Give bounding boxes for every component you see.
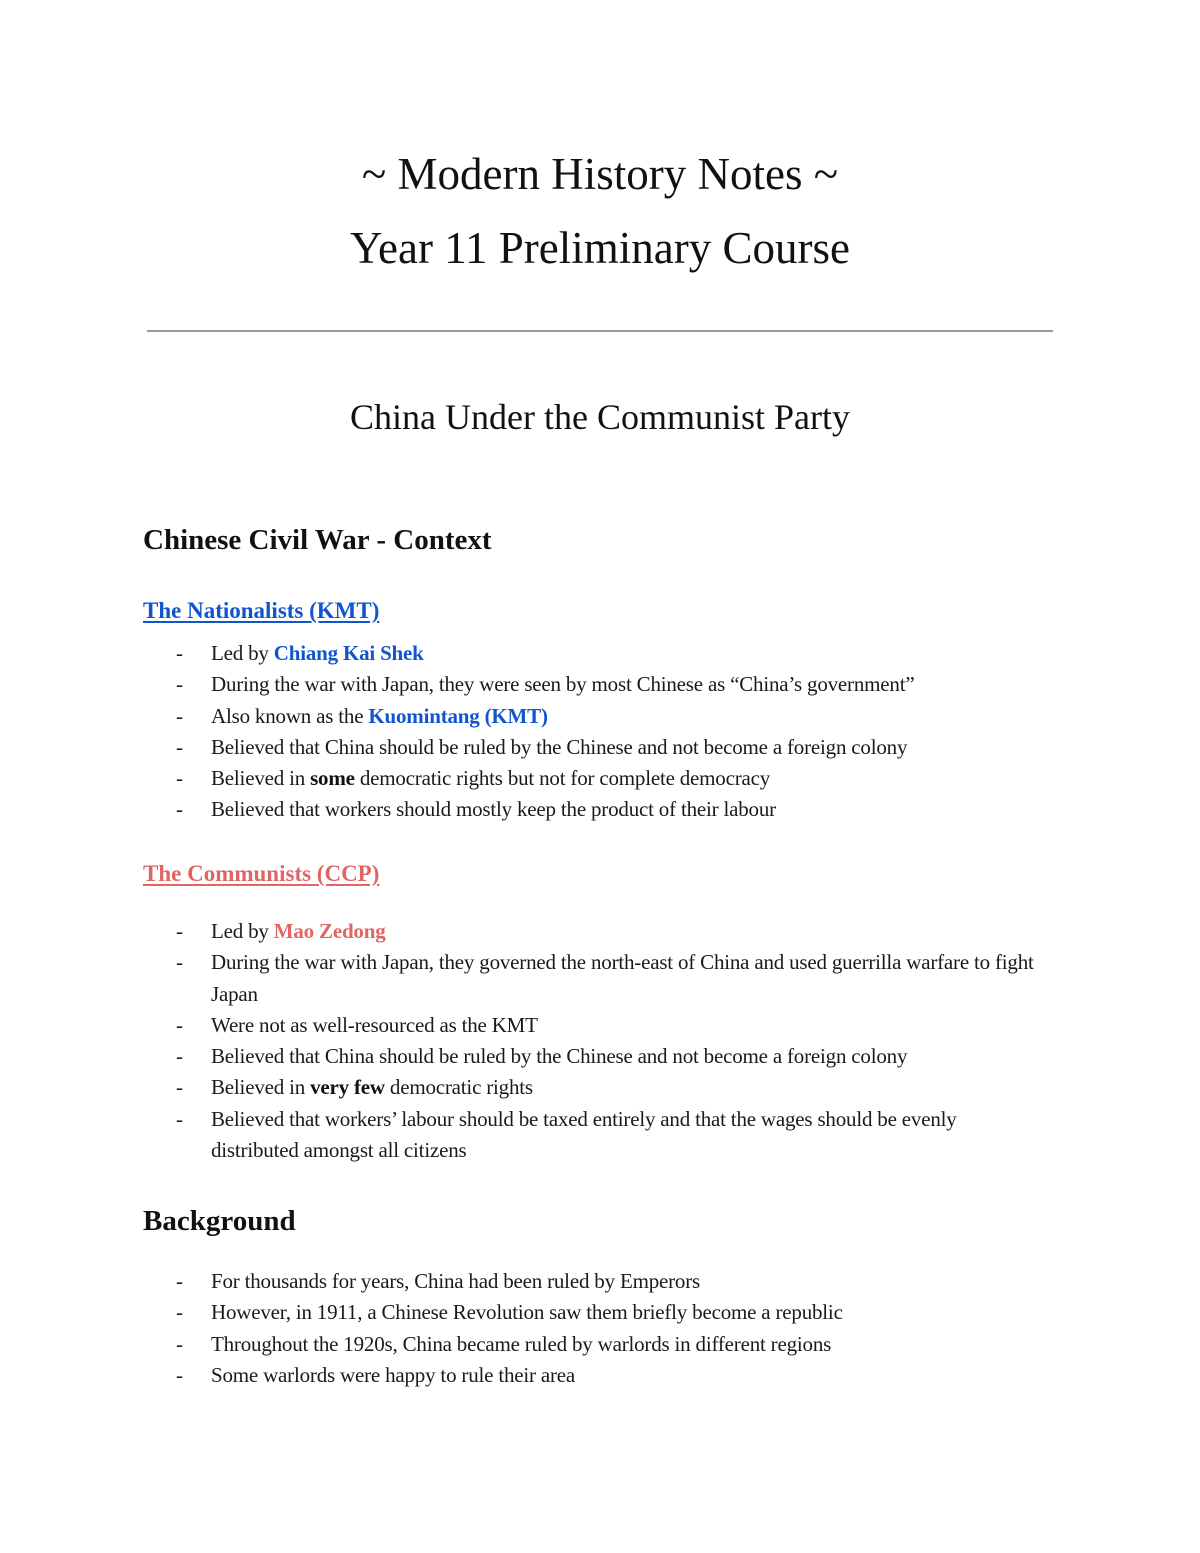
dash-marker: -: [176, 1331, 183, 1356]
list-item: [0, 638, 1041, 669]
list-item: [0, 732, 1041, 763]
list-item: [0, 1041, 1041, 1072]
list-item: [0, 1360, 1041, 1391]
list-item-text: For thousands for years, China had been ruled by Emperors: [211, 1269, 700, 1293]
dash-marker: -: [176, 703, 183, 728]
communists-list: [0, 916, 1041, 1166]
dash-marker: -: [176, 1269, 183, 1293]
list-item-text: Led by: [211, 641, 274, 665]
subheading-nationalists: The Nationalists (KMT): [143, 598, 380, 623]
list-item-text: During the war with Japan, they governed the north-east of China and used guerrilla warfare to fight Japan: [211, 950, 1034, 1006]
list-item-text: Some warlords were happy to rule their area: [211, 1362, 576, 1387]
list-item: [0, 916, 1041, 947]
list-item: [0, 669, 1041, 700]
dash-marker: -: [176, 734, 183, 759]
list-item: [0, 1072, 1041, 1103]
emphasis-text: very few: [310, 1075, 385, 1100]
document-title-line2: Year 11 Preliminary Course: [350, 223, 850, 273]
list-item: [0, 1010, 1041, 1041]
list-item: [0, 701, 1041, 732]
dash-marker: -: [176, 1362, 183, 1387]
list-item-text: Believed that China should be ruled by the Chinese and not become a foreign colony: [211, 734, 908, 759]
dash-marker: -: [176, 672, 183, 697]
dash-marker: -: [176, 950, 183, 975]
horizontal-divider: [147, 330, 1053, 332]
emphasis-text: some: [310, 766, 355, 791]
dash-marker: -: [176, 1075, 183, 1100]
dash-marker: -: [176, 766, 183, 791]
dash-marker: -: [176, 1300, 183, 1325]
leader-name-ccp: Mao Zedong: [273, 919, 386, 943]
list-item-text: Believed that China should be ruled by the Chinese and not become a foreign colony: [211, 1044, 908, 1069]
section-heading-background: Background: [143, 1205, 296, 1237]
subheading-communists: The Communists (CCP): [143, 861, 380, 886]
list-item-text: democratic rights but not for complete democracy: [354, 766, 771, 791]
list-item-text: Led by: [211, 919, 274, 943]
list-item: [0, 947, 1041, 1010]
dash-marker: -: [176, 1106, 183, 1131]
background-list: [0, 1266, 1041, 1391]
dash-marker: -: [176, 641, 183, 665]
list-item-text: During the war with Japan, they were seen by most Chinese as “China’s government”: [211, 672, 915, 697]
list-item-text: Believed that workers should mostly keep the product of their labour: [211, 797, 776, 822]
dash-marker: -: [176, 919, 183, 943]
dash-marker: -: [176, 1012, 183, 1037]
leader-name-kmt: Chiang Kai Shek: [273, 641, 424, 665]
list-item-text: Were not as well-resourced as the KMT: [211, 1012, 538, 1037]
list-item-text: However, in 1911, a Chinese Revolution saw them briefly become a republic: [211, 1300, 843, 1325]
dash-marker: -: [176, 797, 183, 822]
list-item: [0, 1104, 1041, 1167]
list-item-text: Believed that workers’ labour should be taxed entirely and that the wages should be evenly distributed amongst all citizens: [211, 1106, 957, 1163]
dash-marker: -: [176, 1044, 183, 1069]
list-item: [0, 1297, 1041, 1328]
list-item-text: democratic rights: [384, 1075, 533, 1100]
list-item: [0, 1329, 1041, 1360]
party-name-kmt: Kuomintang (KMT): [368, 703, 548, 728]
nationalists-list: [0, 638, 1041, 826]
list-item-text: Believed in: [211, 1075, 311, 1100]
list-item: [0, 763, 1041, 794]
list-item: [0, 1266, 1041, 1297]
section-heading-context: Chinese Civil War - Context: [143, 524, 492, 556]
list-item: [0, 794, 1041, 825]
list-item-text: Also known as the: [211, 703, 369, 728]
topic-title: China Under the Communist Party: [350, 397, 850, 437]
list-item-text: Believed in: [211, 766, 311, 791]
list-item-text: Throughout the 1920s, China became ruled by warlords in different regions: [211, 1331, 832, 1356]
document-title-line1: ~ Modern History Notes ~: [361, 149, 839, 199]
